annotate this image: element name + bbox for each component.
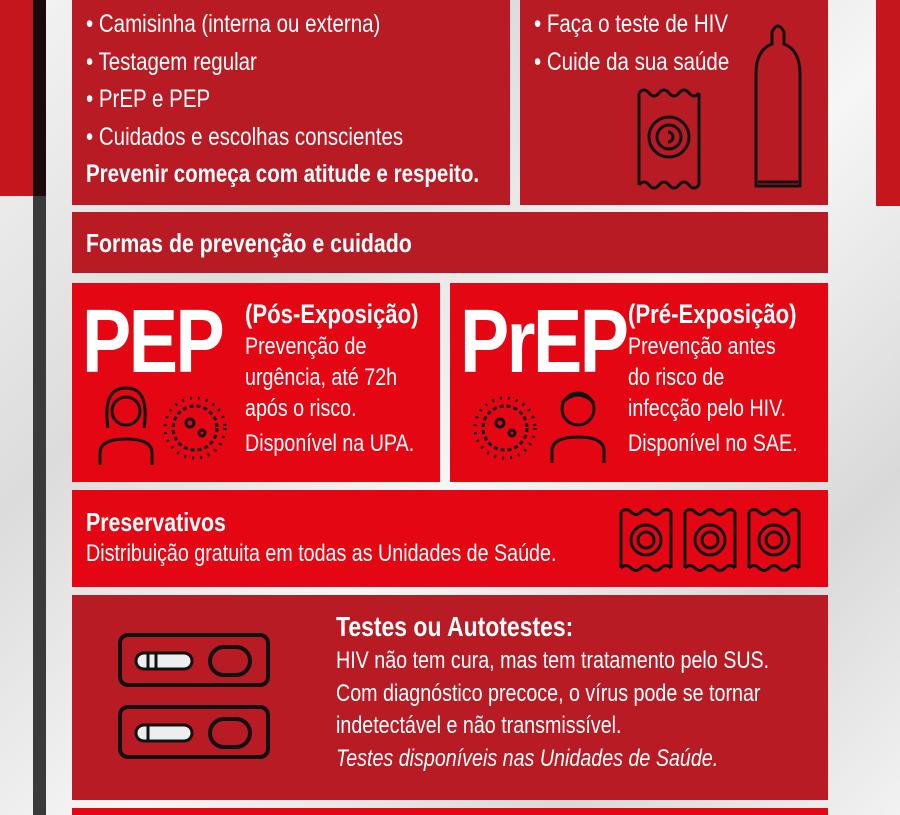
tests-title: Testes ou Autotestes: <box>336 611 574 642</box>
condom-package-icon <box>635 85 705 195</box>
list-item: • Faça o teste de HIV <box>534 10 729 38</box>
tips-panel <box>520 0 828 205</box>
prep-line: Prevenção antes <box>628 333 776 360</box>
pep-acronym: PEP <box>82 292 223 392</box>
condom-packages-icon <box>618 506 812 574</box>
test-kit-icon <box>118 633 270 689</box>
section-header <box>72 212 828 273</box>
pep-line: urgência, até 72h <box>245 364 398 391</box>
condoms-card <box>72 490 828 587</box>
tests-card <box>72 595 828 800</box>
list-item: • Testagem regular <box>86 47 257 76</box>
list-item: • Cuidados e escolhas conscientes <box>86 122 404 151</box>
left-dark-bar-top <box>33 0 46 196</box>
prep-availability: Disponível no SAE. <box>628 430 798 457</box>
condoms-text: Distribuição gratuita em todas as Unidades de Saúde. <box>86 540 557 567</box>
prep-subtitle: (Pré-Exposição) <box>628 299 797 329</box>
tagline: Prevenir começa com atitude e respeito. <box>86 160 480 188</box>
list-item: • PrEP e PEP <box>86 85 211 113</box>
condom-icon <box>750 22 806 194</box>
tests-line: indetectável e não transmissível. <box>336 712 622 739</box>
condoms-title: Preservativos <box>86 507 226 537</box>
prep-line: do risco de <box>628 364 725 391</box>
pep-card <box>72 283 440 482</box>
pep-availability: Disponível na UPA. <box>245 430 415 457</box>
tests-line: HIV não tem cura, mas tem tratamento pelo SUS. <box>336 647 770 674</box>
next-section-strip <box>72 808 828 815</box>
section-title: Formas de prevenção e cuidado <box>86 228 412 258</box>
pep-line: Prevenção de <box>245 333 367 360</box>
tests-note: Testes disponíveis nas Unidades de Saúde. <box>336 744 719 772</box>
woman-icon <box>96 383 156 468</box>
prevention-list <box>86 6 479 194</box>
pep-line: após o risco. <box>245 395 357 422</box>
prep-line: infecção pelo HIV. <box>628 395 786 422</box>
pep-subtitle: (Pós-Exposição) <box>245 299 419 329</box>
prep-acronym: PrEP <box>460 292 627 392</box>
test-kit-icon <box>118 705 270 761</box>
virus-icon <box>160 393 230 463</box>
prep-card <box>450 283 828 482</box>
list-item: • Cuide da sua saúde <box>534 47 730 76</box>
right-red-strip <box>876 0 900 206</box>
left-red-strip <box>0 0 36 196</box>
prevention-list-panel <box>72 0 510 205</box>
tests-line: Com diagnóstico precoce, o vírus pode se tornar <box>336 679 761 707</box>
man-icon <box>548 381 608 466</box>
list-item: • Camisinha (interna ou externa) <box>86 10 381 38</box>
virus-icon <box>470 393 540 463</box>
